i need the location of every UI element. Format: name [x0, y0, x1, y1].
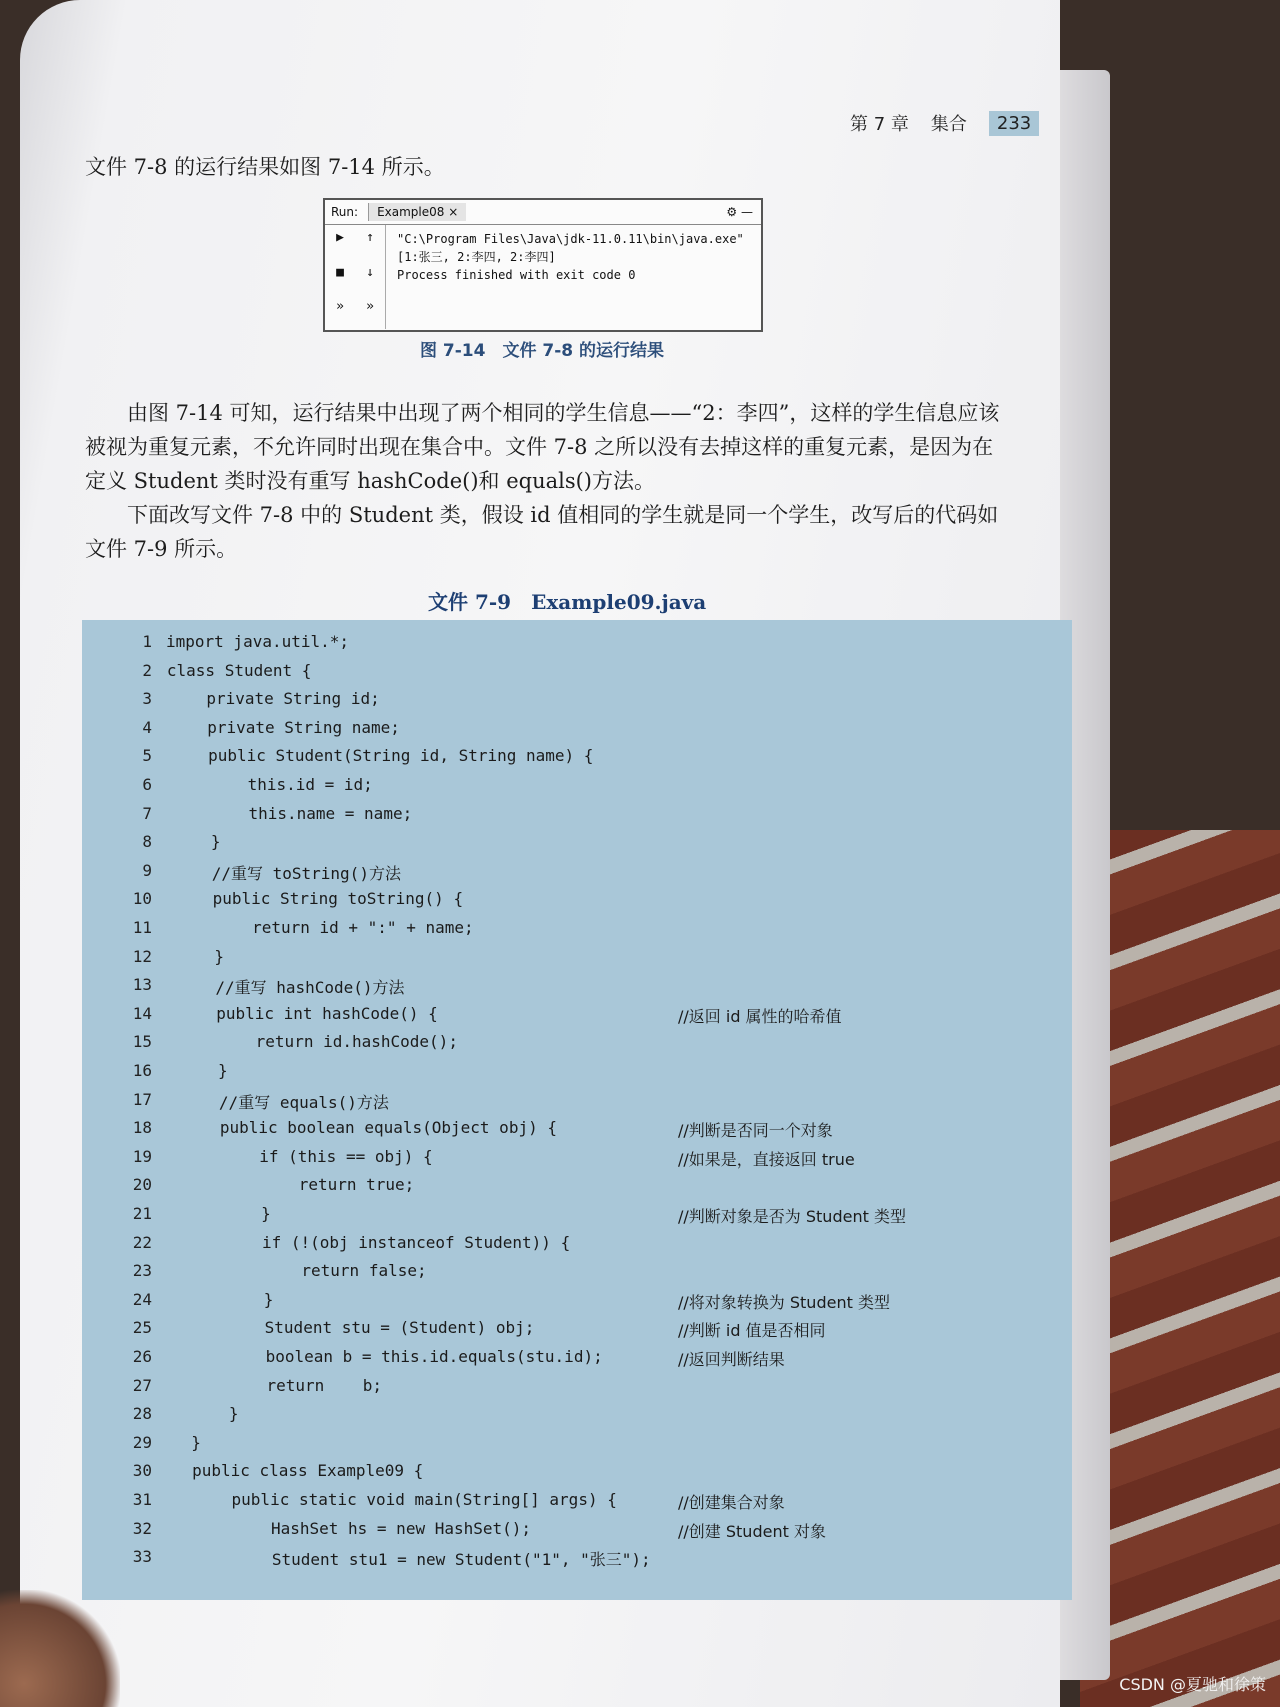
code-text: public Student(String id, String name) {: [169, 746, 594, 766]
code-comment: //返回判断结果: [678, 1350, 785, 1369]
code-line: [82, 661, 1072, 689]
code-text: return id + ":" + name;: [175, 918, 474, 937]
more-icon-2[interactable]: »: [366, 299, 374, 315]
book-page: [20, 0, 1060, 1707]
line-number: 33: [132, 1547, 152, 1567]
code-text: public int hashCode() {: [177, 1003, 438, 1023]
line-number: 20: [132, 1175, 152, 1195]
console-toolbar: [325, 200, 761, 225]
code-line: [82, 775, 1072, 803]
code-text: }: [179, 1061, 228, 1080]
section-label: 集合: [930, 114, 967, 135]
thumb: [0, 1590, 120, 1707]
code-line: [82, 1376, 1072, 1404]
code-text: return b;: [189, 1375, 383, 1395]
code-text: public boolean equals(Object obj) {: [181, 1118, 557, 1138]
code-text: }: [184, 1204, 271, 1223]
code-comment: //将对象转换为 Student 类型: [678, 1292, 890, 1312]
arrow-up-icon[interactable]: ↑: [366, 230, 374, 245]
body-paragraph-1: 由图 7-14 可知，运行结果中出现了两个相同的学生信息——“2：李四”，这样的学生信息应该被视为重复元素，不允许同时出现在集合中。文件 7-8 之所以没有去掉这样的重复元素，是因为在定义 Student 类时没有重写 hashCode()和 equals()方法。: [85, 401, 1000, 493]
line-number: 19: [132, 1146, 152, 1166]
code-text: if (!(obj instanceof Student)) {: [184, 1232, 571, 1252]
line-number: 31: [132, 1490, 152, 1509]
code-text: this.name = name;: [171, 803, 413, 823]
code-line: [82, 1175, 1072, 1203]
line-number: 29: [132, 1432, 152, 1452]
line-number: 11: [132, 918, 152, 937]
chapter-label: 第 7 章: [850, 114, 909, 135]
line-number: 8: [142, 832, 152, 852]
line-number: 13: [132, 975, 152, 995]
code-listing-title: 文件 7-9 Example09.java: [428, 590, 707, 614]
line-number: 18: [132, 1118, 152, 1138]
line-number: 17: [132, 1089, 152, 1109]
gear-icon[interactable]: ⚙ —: [726, 205, 753, 219]
code-line: [82, 1519, 1072, 1547]
console-line: Process finished with exit code 0: [397, 268, 636, 282]
arrow-down-icon[interactable]: ↓: [366, 264, 374, 280]
watermark: CSDN @夏驰和徐策: [1119, 1675, 1266, 1694]
code-line: [82, 832, 1072, 860]
line-number: 28: [132, 1404, 152, 1424]
console-line: "C:\Program Files\Java\jdk-11.0.11\bin\java.exe": [397, 232, 744, 246]
code-line: [82, 1404, 1072, 1432]
code-text: class Student {: [166, 660, 312, 680]
line-number: 27: [132, 1375, 152, 1395]
code-line: [82, 804, 1072, 832]
run-console: [323, 198, 763, 332]
code-line: [82, 1147, 1072, 1175]
code-text: Student stu = (Student) obj;: [187, 1318, 535, 1338]
code-line: [82, 718, 1072, 746]
code-line: [82, 1547, 1072, 1575]
console-output: [397, 230, 744, 284]
code-comment: //返回 id 属性的哈希值: [678, 1006, 842, 1026]
line-number: 1: [142, 632, 152, 651]
run-label: Run:: [331, 205, 359, 219]
line-number: 23: [132, 1261, 152, 1281]
line-number: 6: [142, 775, 152, 794]
console-tab[interactable]: Example08 ×: [368, 203, 466, 221]
code-text: private String name;: [168, 717, 400, 737]
line-number: 25: [132, 1318, 152, 1338]
code-line: [82, 947, 1072, 975]
line-number: 2: [142, 660, 152, 680]
code-line: [82, 1261, 1072, 1289]
more-icon[interactable]: »: [336, 299, 344, 315]
code-line: [82, 1204, 1072, 1232]
code-comment: //如果是，直接返回 true: [678, 1149, 855, 1169]
code-text: public static void main(String[] args) {: [193, 1490, 617, 1509]
line-number: 3: [142, 689, 152, 709]
code-comment: //创建 Student 对象: [678, 1521, 826, 1541]
code-line: [82, 975, 1072, 1003]
code-text: }: [175, 946, 225, 966]
code-line: [82, 689, 1072, 717]
code-line: [82, 1318, 1072, 1346]
code-line: [82, 918, 1072, 946]
code-text: HashSet hs = new HashSet();: [193, 1518, 532, 1538]
line-number: 7: [142, 803, 152, 823]
line-number: 26: [132, 1347, 152, 1366]
code-text: public class Example09 {: [192, 1461, 424, 1481]
code-line: [82, 1032, 1072, 1060]
code-comment: //创建集合对象: [678, 1493, 785, 1512]
code-text: this.id = id;: [170, 775, 373, 794]
code-comment: //判断 id 值是否相同: [678, 1321, 826, 1341]
code-line: [82, 1090, 1072, 1118]
code-text: Student stu1 = new Student("1", "张三");: [194, 1550, 651, 1570]
code-comment: //判断对象是否为 Student 类型: [678, 1207, 906, 1226]
code-text: import java.util.*;: [166, 632, 350, 651]
code-text: return true;: [183, 1175, 415, 1195]
console-line: [1:张三, 2:李四, 2:李四]: [397, 250, 556, 264]
console-gutter: [325, 225, 386, 329]
code-text: }: [172, 832, 221, 852]
line-number: 4: [142, 717, 152, 737]
line-number: 32: [132, 1518, 152, 1538]
code-line: [82, 632, 1072, 660]
intro-text: 文件 7-8 的运行结果如图 7-14 所示。: [85, 155, 445, 179]
code-text: }: [190, 1404, 239, 1424]
line-number: 16: [132, 1061, 152, 1080]
code-line: [82, 746, 1072, 774]
line-number: 14: [132, 1003, 152, 1023]
code-line: [82, 1233, 1072, 1261]
code-text: //重写 toString()方法: [173, 863, 401, 883]
code-text: }: [191, 1432, 201, 1452]
code-line: [82, 1490, 1072, 1518]
code-line: [82, 1004, 1072, 1032]
code-line: [82, 1433, 1072, 1461]
line-number: 24: [132, 1289, 152, 1309]
code-text: //重写 hashCode()方法: [176, 978, 405, 998]
code-text: //重写 equals()方法: [180, 1092, 389, 1112]
code-text: }: [186, 1289, 274, 1309]
line-number: 12: [132, 946, 152, 966]
code-listing: [82, 620, 1072, 1600]
line-number: 22: [132, 1232, 152, 1252]
play-icon[interactable]: ▶: [336, 230, 344, 245]
code-comment: //判断是否同一个对象: [678, 1121, 833, 1141]
code-text: private String id;: [167, 689, 380, 709]
background-surface: [1080, 830, 1280, 1707]
page-number: 233: [989, 111, 1039, 136]
code-line: [82, 889, 1072, 917]
line-number: 15: [132, 1032, 152, 1052]
code-line: [82, 861, 1072, 889]
code-text: return false;: [185, 1261, 427, 1281]
code-line: [82, 1461, 1072, 1489]
code-text: public String toString() {: [174, 889, 464, 909]
body-paragraph-2: 下面改写文件 7-8 中的 Student 类，假设 id 值相同的学生就是同一个学生，改写后的代码如文件 7-9 所示。: [85, 503, 999, 561]
code-line: [82, 1118, 1072, 1146]
running-header: [850, 110, 1039, 136]
code-line: [82, 1347, 1072, 1375]
code-line: [82, 1290, 1072, 1318]
line-number: 30: [132, 1461, 152, 1481]
line-number: 5: [142, 746, 152, 766]
code-line: [82, 1061, 1072, 1089]
line-number: 21: [132, 1204, 152, 1223]
figure-caption: 图 7-14 文件 7-8 的运行结果: [420, 341, 665, 361]
stop-icon[interactable]: ■: [336, 264, 344, 280]
code-text: if (this == obj) {: [182, 1146, 433, 1166]
code-text: return id.hashCode();: [178, 1032, 458, 1052]
line-number: 10: [132, 889, 152, 909]
line-number: 9: [142, 860, 152, 880]
code-text: boolean b = this.id.equals(stu.id);: [188, 1347, 603, 1366]
